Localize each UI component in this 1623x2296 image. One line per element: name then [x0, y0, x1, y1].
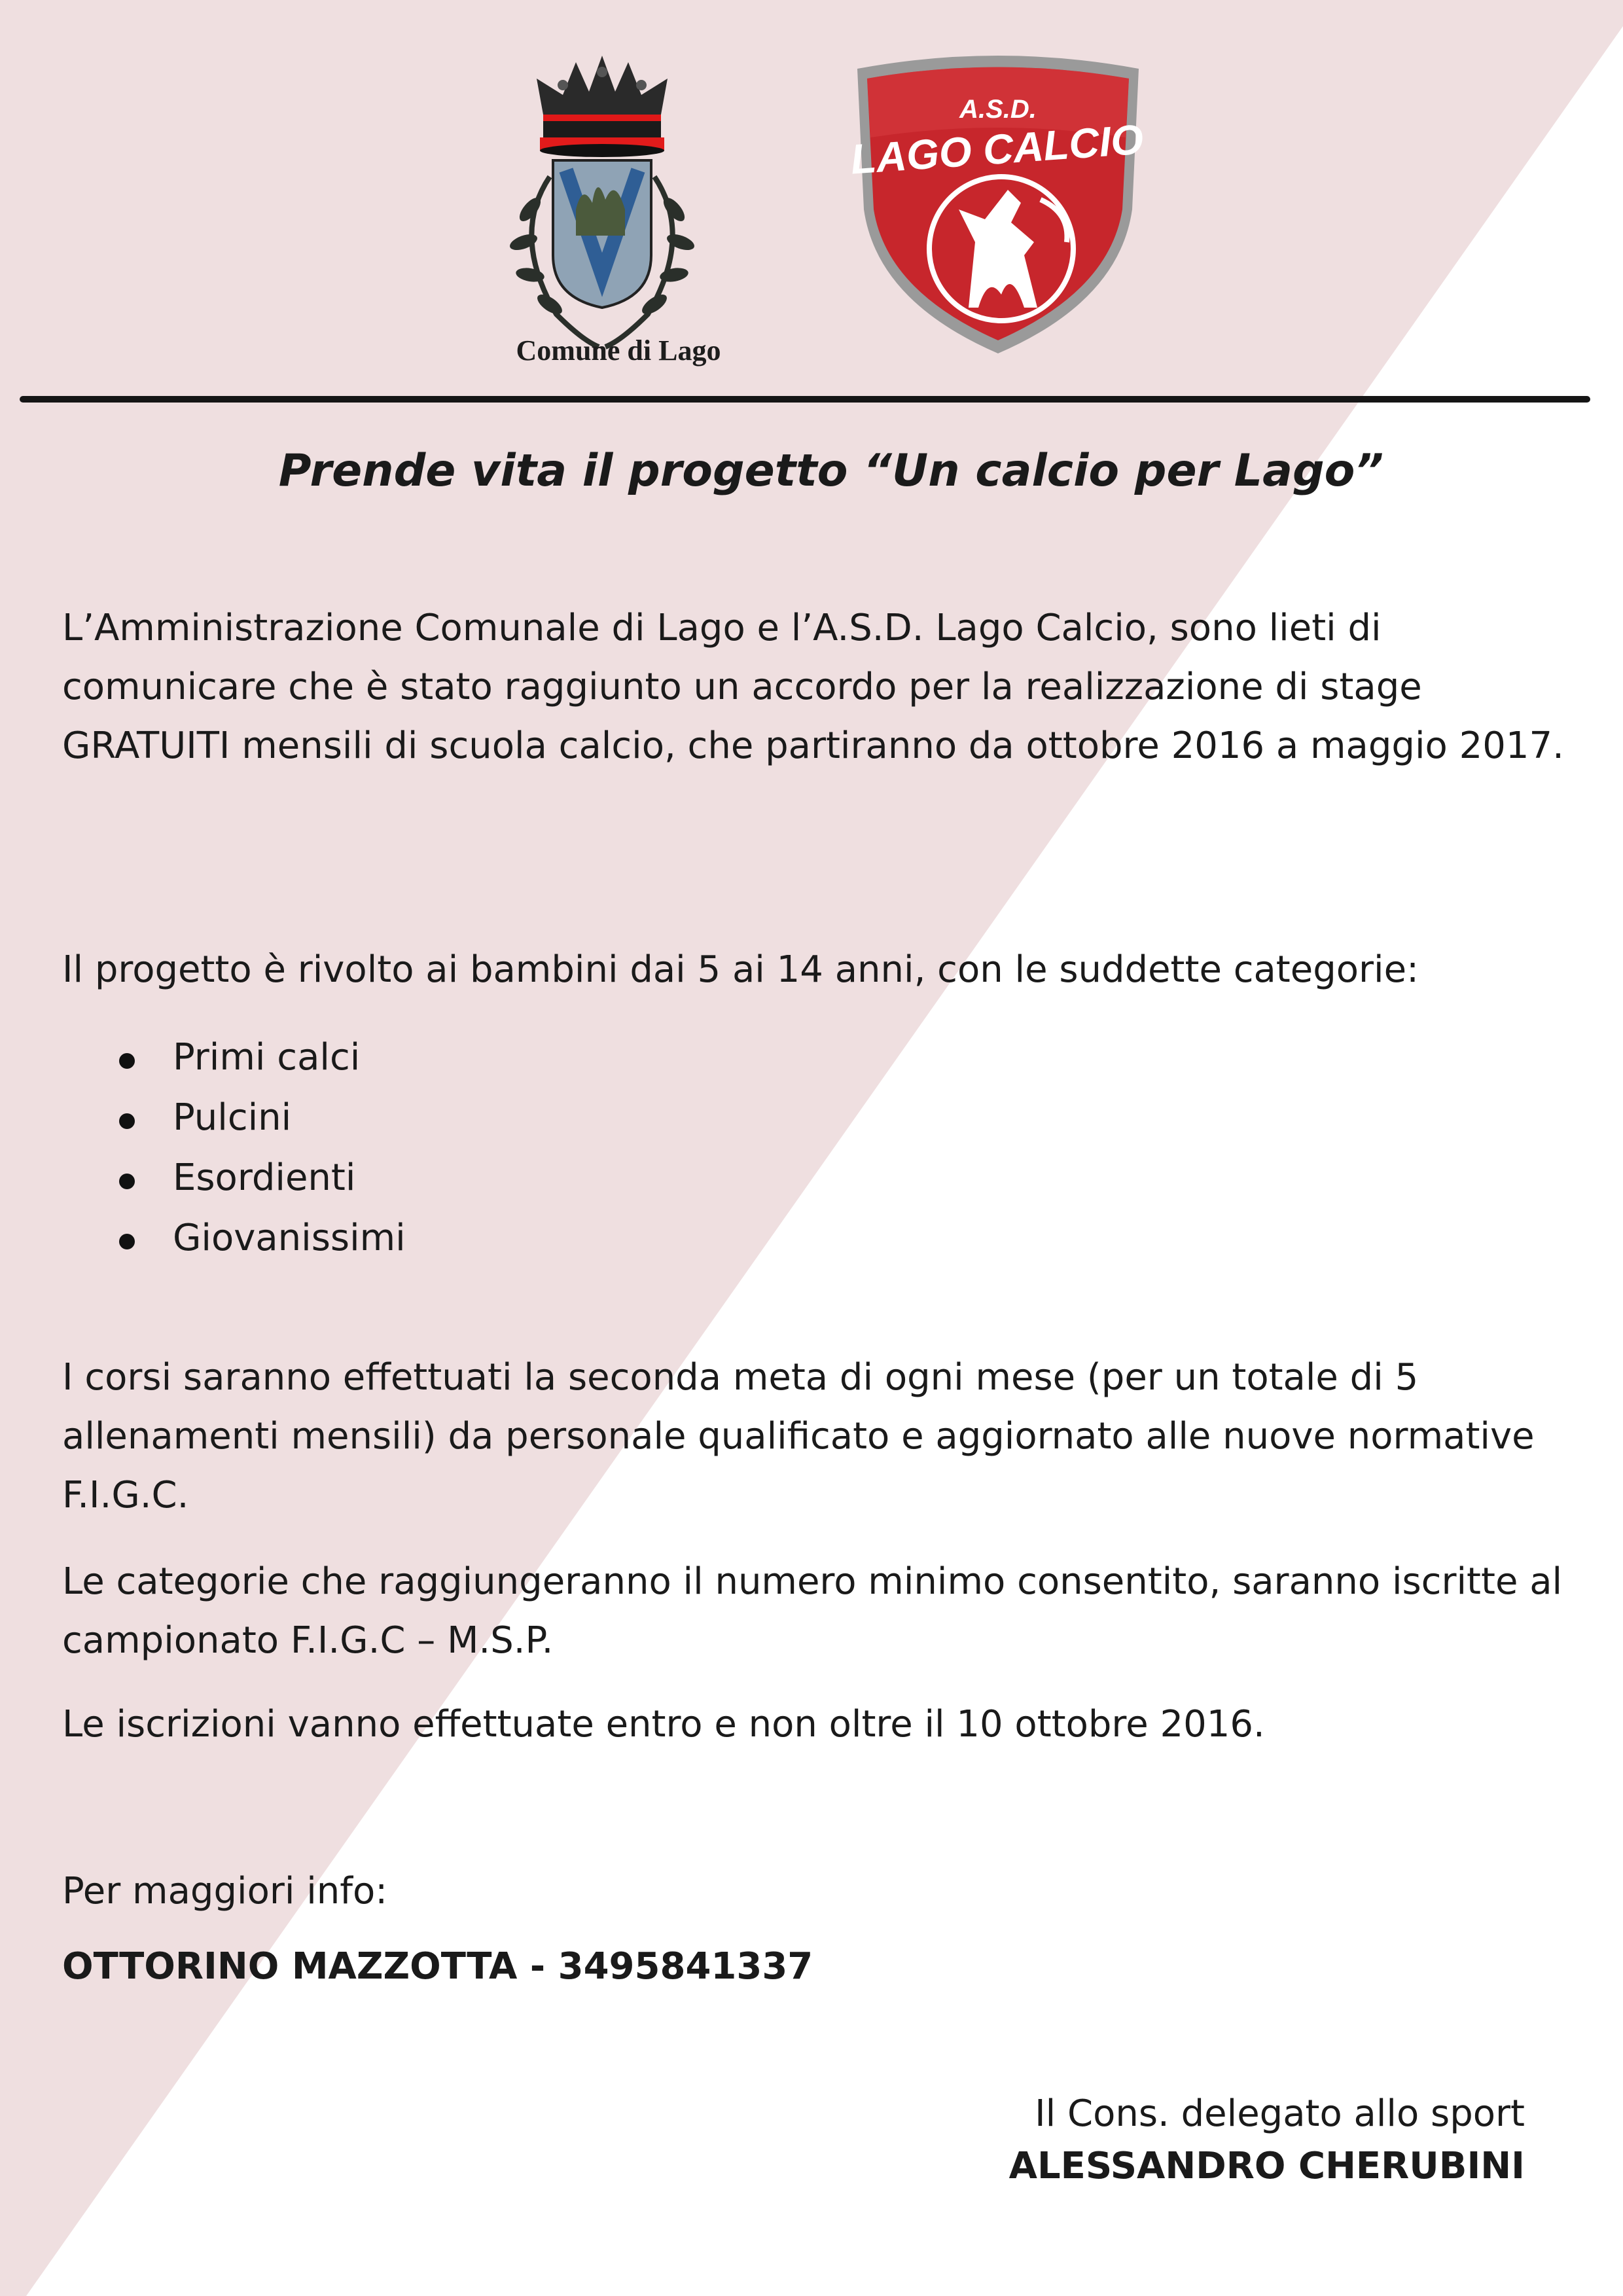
deadline-paragraph: Le iscrizioni vanno effettuate entro e non oltre il 10 ottobre 2016. [62, 1703, 1265, 1746]
courses-paragraph: I corsi saranno effettuati la seconda meta di ogni mese (per un totale di 5 allenamenti mensili) da personale qualificato e aggiornato alle nuove normative F.I.G.C. [62, 1356, 1535, 1516]
club-logo-text-top: A.S.D. [959, 95, 1037, 124]
comune-logo-caption: Comune di Lago [516, 334, 721, 367]
categories-list [105, 1028, 406, 1268]
comune-coat-of-arms-logo [484, 39, 746, 380]
info-label: Per maggiori info: [62, 1870, 388, 1912]
list-item: Giovanissimi [105, 1208, 406, 1268]
header-divider [20, 396, 1590, 403]
club-logo-text-main: LAGO CALCIO [849, 115, 1145, 183]
page-title: Prende vita il progetto “Un calcio per Lago” [278, 445, 1384, 497]
project-paragraph: Il progetto è rivolto ai bambini dai 5 ai 14 anni, con le suddette categorie: [62, 948, 1419, 991]
signature-role: Il Cons. delegato allo sport [1035, 2092, 1525, 2135]
crown-icon [537, 56, 668, 157]
signature-block [851, 2088, 1525, 2193]
intro-paragraph: L’Amministrazione Comunale di Lago e l’A.S.D. Lago Calcio, sono lieti di comunicare che è stato raggiunto un accordo per la realizzazione di stage GRATUITI mensili di scuola calcio, che partiranno da ottobre 2016 a maggio 2017. [62, 607, 1564, 767]
contact-info: OTTORINO MAZZOTTA - 3495841337 [62, 1945, 813, 1988]
list-item: Primi calci [105, 1028, 406, 1088]
signature-name: ALESSANDRO CHERUBINI [1008, 2145, 1525, 2187]
list-item: Pulcini [105, 1088, 406, 1148]
shield-icon [553, 160, 651, 308]
categories-note-paragraph: Le categorie che raggiungeranno il numero minimo consentito, saranno iscritte al campionato F.I.G.C – M.S.P. [62, 1560, 1563, 1662]
list-item: Esordienti [105, 1148, 406, 1208]
lago-calcio-club-logo [844, 46, 1152, 360]
